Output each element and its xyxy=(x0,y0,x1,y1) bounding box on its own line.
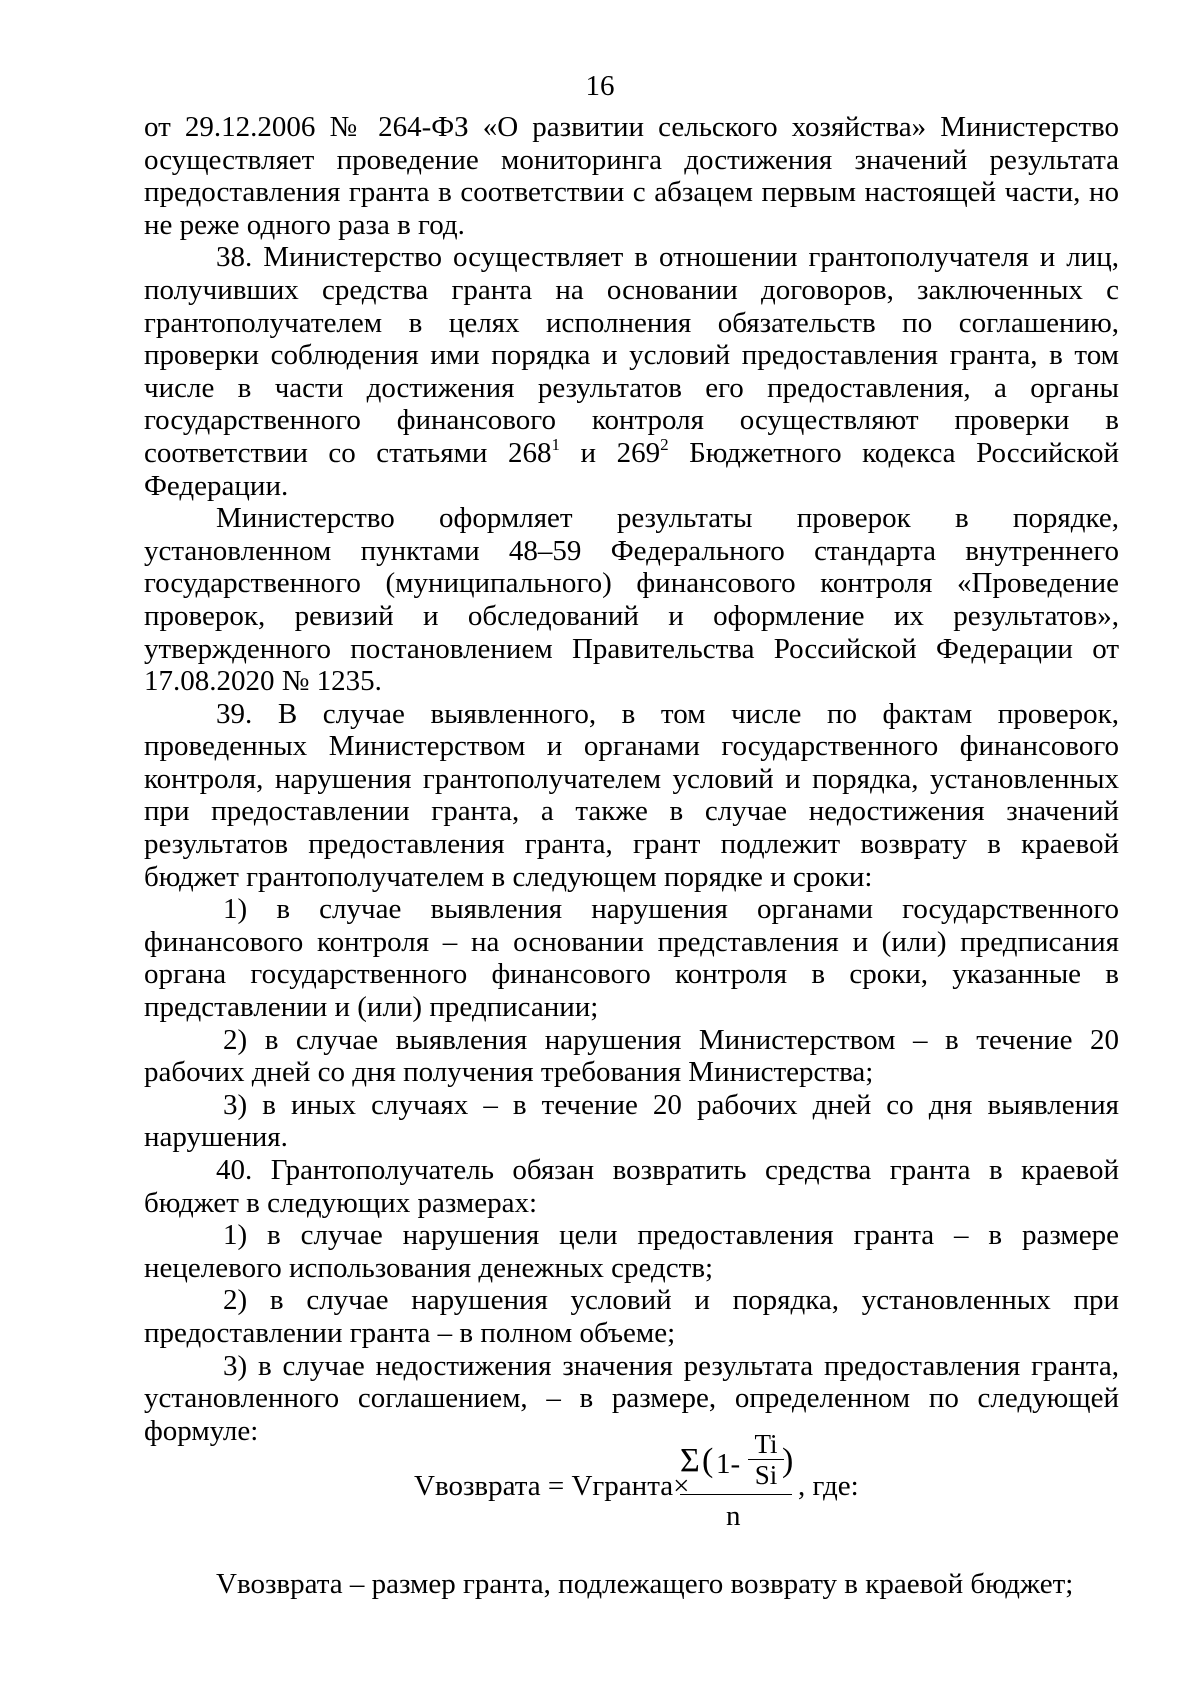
formula-denominator-n: n xyxy=(726,1500,741,1532)
list-item-39-3: 3) в иных случаях – в течение 20 рабочих дней со дня выявления нарушения. xyxy=(144,1088,1119,1154)
definition-v-return: Vвозврата – размер гранта, подлежащего возврату в краевой бюджет; xyxy=(216,1568,1074,1600)
superscript-1: 1 xyxy=(551,434,560,454)
formula-one-minus: 1- xyxy=(716,1448,741,1480)
formula-ti-si-ratio xyxy=(748,1430,784,1489)
list-item-39-1: 1) в случае выявления нарушения органами государственного финансового контроля – на основании представления и (или) предписания органа государственного финансового контроля в сроки, указанные в представлении и (или) предписании; xyxy=(144,893,1119,1024)
list-item-40-3: 3) в случае недостижения значения результата предоставления гранта, установленного соглашением, – в размере, определенном по следующей формуле: xyxy=(144,1349,1119,1447)
formula-ti: Ti xyxy=(754,1429,778,1459)
formula-close-paren: ) xyxy=(782,1442,794,1479)
superscript-2: 2 xyxy=(660,434,669,454)
formula-open-paren: ( xyxy=(702,1442,714,1479)
paragraph-40: 40. Грантополучатель обязан возвратить средства гранта в краевой бюджет в следующих размерах: xyxy=(144,1154,1119,1219)
list-item-40-1: 1) в случае нарушения цели предоставления гранта – в размере нецелевого использования денежных средств; xyxy=(144,1219,1119,1284)
paragraph-38-mid: и 269 xyxy=(559,436,661,469)
paragraph-38-text: 38. Министерство осуществляет в отношении грантополучателя и лиц, получивших средства гранта на основании договоров, заключенных с грантополучателем в целях исполнения обязательств по соглашению, проверки соблюдения ими порядка и условий предоставления гранта, в том числе в части достижения результатов его предоставления, а органы государственного финансового контроля осуществляют проверки в соответствии со статьями 268 xyxy=(144,241,1119,469)
formula-where: , где: xyxy=(798,1470,859,1502)
formula-sum-sign: Σ xyxy=(680,1442,700,1479)
paragraph-38 xyxy=(144,241,1119,502)
formula-main-bar xyxy=(680,1494,792,1495)
document-body xyxy=(144,111,1119,1447)
formula-si: Si xyxy=(754,1460,778,1490)
page-number: 16 xyxy=(585,70,615,102)
paragraph-inspection-results: Министерство оформляет результаты проверок в порядке, установленном пунктами 48–59 Федерального стандарта внутреннего государственного (муниципального) финансового контроля «Проведение проверок, ревизий и обследований и оформление их результатов», утвержденного постановлением Правительства Российской Федерации от 17.08.2020 № 1235. xyxy=(144,502,1119,698)
formula-lhs: Vвозврата = Vгранта× xyxy=(414,1470,690,1502)
paragraph-continuation: от 29.12.2006 № 264-ФЗ «О развитии сельского хозяйства» Министерство осуществляет проведение мониторинга достижения значений результата предоставления гранта в соответствии с абзацем первым настоящей части, но не реже одного раза в год. xyxy=(144,111,1119,241)
formula-fraction xyxy=(680,1429,794,1536)
paragraph-39: 39. В случае выявленного, в том числе по фактам проверок, проведенных Министерством и органами государственного финансового контроля, нарушения грантополучателем условий и порядка, установленных при предоставлении гранта, а также в случае недостижения значений результатов предоставления гранта, грант подлежит возврату в краевой бюджет грантополучателем в следующем порядке и сроки: xyxy=(144,697,1119,893)
refund-formula xyxy=(0,1429,1200,1542)
list-item-39-2: 2) в случае выявления нарушения Министерством – в течение 20 рабочих дней со дня получения требования Министерства; xyxy=(144,1023,1119,1089)
list-item-40-2: 2) в случае нарушения условий и порядка, установленных при предоставлении гранта – в полном объеме; xyxy=(144,1284,1119,1349)
paragraph-38-tail: Бюджетного кодекса Российской Федерации. xyxy=(144,436,1119,502)
